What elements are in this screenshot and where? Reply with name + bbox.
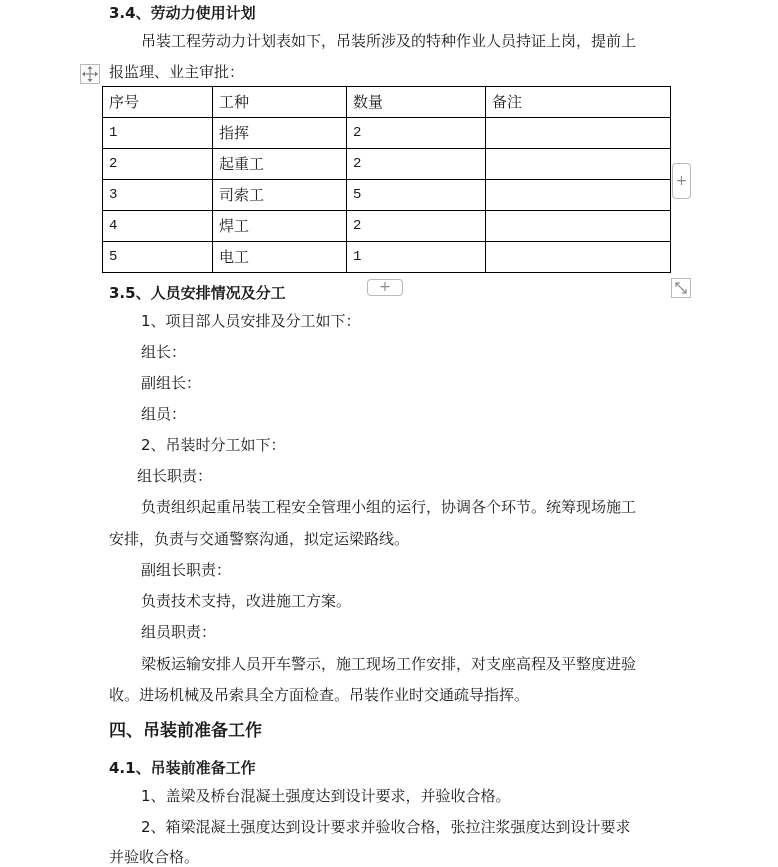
table-row — [103, 242, 671, 273]
paragraph-line: 副组长职责： — [141, 561, 232, 579]
table-cell-index[interactable]: 1 — [103, 118, 213, 149]
labor-plan-table — [102, 86, 671, 273]
table-cell-remark[interactable] — [486, 180, 671, 211]
table-cell-trade[interactable]: 司索工 — [213, 180, 347, 211]
chapter-heading-4: 四、吊装前准备工作 — [109, 721, 262, 741]
table-resize-handle[interactable] — [671, 278, 691, 298]
table-cell-index[interactable]: 4 — [103, 211, 213, 242]
table-header-cell[interactable]: 工种 — [213, 87, 347, 118]
table-row — [103, 149, 671, 180]
table-cell-trade[interactable]: 焊工 — [213, 211, 347, 242]
paragraph-line: 2、箱梁混凝土强度达到设计要求并验收合格，张拉注浆强度达到设计要求 — [141, 818, 631, 836]
paragraph-line: 副组长： — [141, 374, 202, 392]
plus-icon: + — [379, 279, 391, 295]
paragraph-line: 组长： — [141, 343, 187, 361]
table-cell-quantity[interactable]: 2 — [347, 118, 486, 149]
paragraph-line: 并验收合格。 — [109, 848, 200, 866]
table-header-cell[interactable]: 序号 — [103, 87, 213, 118]
table-move-handle[interactable] — [80, 64, 100, 84]
table-header-row — [103, 87, 671, 118]
table-cell-quantity[interactable]: 5 — [347, 180, 486, 211]
table-row — [103, 211, 671, 242]
section-heading-3-4: 3.4、劳动力使用计划 — [109, 4, 256, 22]
table-header-cell[interactable]: 数量 — [347, 87, 486, 118]
table-cell-index[interactable]: 3 — [103, 180, 213, 211]
table-cell-index[interactable]: 5 — [103, 242, 213, 273]
paragraph-line: 1、项目部人员安排及分工如下： — [141, 312, 361, 330]
table-row — [103, 118, 671, 149]
table-cell-remark[interactable] — [486, 118, 671, 149]
resize-diagonal-icon — [672, 279, 690, 297]
section-heading-4-1: 4.1、吊装前准备工作 — [109, 759, 256, 777]
insert-column-button[interactable] — [672, 163, 691, 199]
insert-row-button[interactable] — [367, 279, 403, 296]
paragraph-line: 2、吊装时分工如下： — [141, 436, 286, 454]
move-arrows-icon — [81, 65, 99, 83]
section-heading-3-5: 3.5、人员安排情况及分工 — [109, 284, 286, 302]
plus-icon: + — [675, 173, 688, 189]
paragraph-line: 组长职责： — [137, 467, 213, 485]
table-cell-trade[interactable]: 指挥 — [213, 118, 347, 149]
paragraph-line: 组员职责： — [141, 623, 217, 641]
table-cell-remark[interactable] — [486, 211, 671, 242]
paragraph-line: 报监理、业主审批： — [109, 63, 245, 81]
paragraph-line: 吊装工程劳动力计划表如下，吊装所涉及的特种作业人员持证上岗，提前上 — [141, 32, 637, 50]
table-cell-quantity[interactable]: 1 — [347, 242, 486, 273]
table-header-cell[interactable]: 备注 — [486, 87, 671, 118]
paragraph-line: 收。进场机械及吊索具全方面检查。吊装作业时交通疏导指挥。 — [109, 686, 530, 704]
table-row — [103, 180, 671, 211]
paragraph-line: 组员： — [141, 405, 187, 423]
paragraph-line: 1、盖梁及桥台混凝土强度达到设计要求，并验收合格。 — [141, 787, 511, 805]
paragraph-line: 梁板运输安排人员开车警示，施工现场工作安排，对支座高程及平整度进验 — [141, 655, 637, 673]
table-cell-remark[interactable] — [486, 242, 671, 273]
table-cell-trade[interactable]: 起重工 — [213, 149, 347, 180]
paragraph-line: 负责技术支持，改进施工方案。 — [141, 592, 352, 610]
paragraph-line: 安排，负责与交通警察沟通，拟定运梁路线。 — [109, 530, 410, 548]
table-cell-quantity[interactable]: 2 — [347, 149, 486, 180]
table-cell-quantity[interactable]: 2 — [347, 211, 486, 242]
table-cell-index[interactable]: 2 — [103, 149, 213, 180]
table-cell-trade[interactable]: 电工 — [213, 242, 347, 273]
table-cell-remark[interactable] — [486, 149, 671, 180]
paragraph-line: 负责组织起重吊装工程安全管理小组的运行，协调各个环节。统筹现场施工 — [141, 498, 637, 516]
